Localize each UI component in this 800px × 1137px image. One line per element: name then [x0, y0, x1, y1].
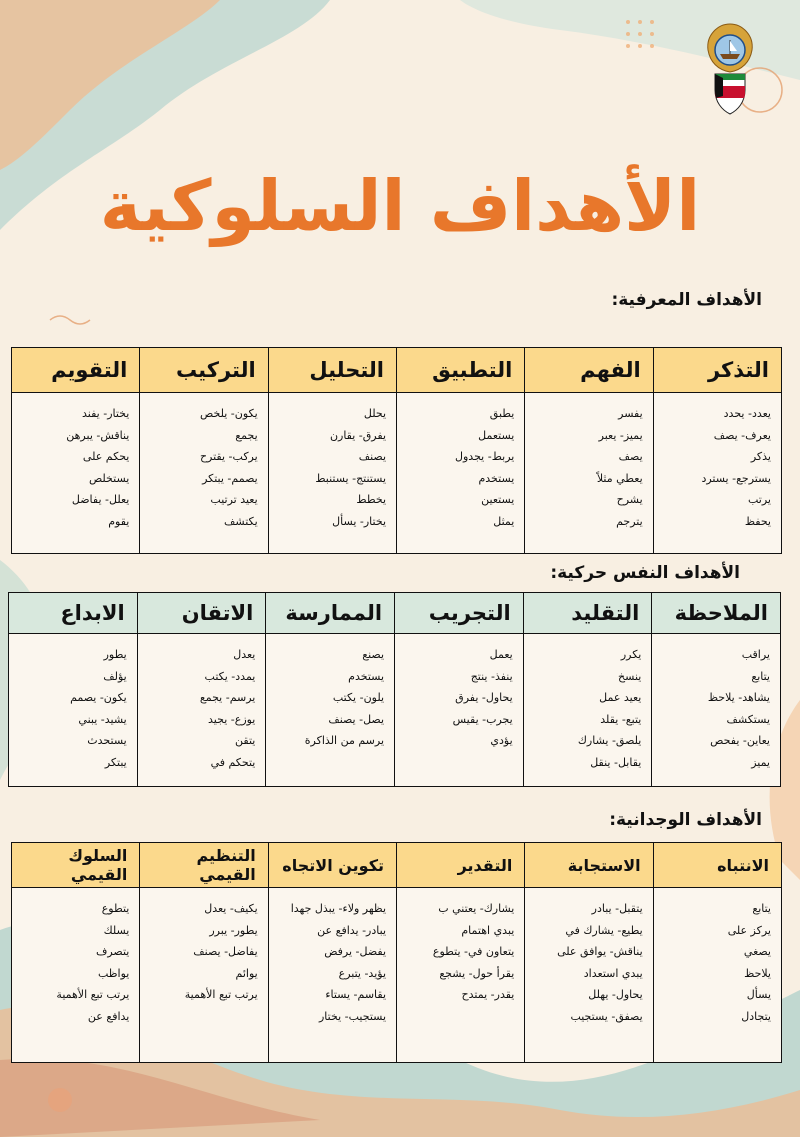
verb-item: يركز على	[727, 923, 771, 937]
verb-item: يكيف- يعدل	[204, 902, 258, 915]
verb-item: يقرأ حول- يشجع	[439, 966, 515, 980]
column-header: الابداع	[9, 593, 138, 634]
verb-item: يتحكم في	[210, 755, 256, 769]
verb-item: يفسر	[618, 407, 643, 420]
verb-item: يسلك	[103, 923, 130, 937]
verb-item: يفرق- يقارن	[329, 428, 387, 442]
cognitive-objectives-table	[11, 347, 782, 554]
verb-item: يفضل- يرفض	[324, 945, 387, 958]
verb-item: يحاول- يهلل	[588, 988, 643, 1001]
verb-item: يشرح	[616, 493, 643, 506]
verb-item: يعمل	[489, 648, 513, 661]
column-header: التطبيق	[397, 348, 525, 393]
section-title-affective: الأهداف الوجدانية:	[609, 810, 762, 830]
column-header: الممارسة	[266, 593, 395, 634]
verb-item: يمدد- يكتب	[204, 669, 256, 683]
verb-item: يستخدم	[478, 471, 515, 485]
verb-item: يطيع- يشارك في	[565, 923, 643, 937]
column-header: التركيب	[140, 348, 268, 393]
verb-item: يصنع	[362, 648, 385, 661]
verb-item: يناقش- يوافق على	[557, 945, 643, 958]
verb-item: يحفظ	[744, 514, 771, 528]
verb-item: يعطي مثلاً	[596, 471, 643, 485]
verb-item: يطور	[103, 648, 127, 661]
verb-item: يصغي	[743, 945, 771, 958]
verb-item: يرسم- يجمع	[199, 691, 256, 704]
verb-item: يطبق	[489, 407, 515, 420]
verb-cell	[9, 634, 138, 787]
verb-item: يصنف	[358, 450, 387, 463]
verb-item: يخطط	[356, 493, 387, 506]
verb-item: يكون- يصمم	[70, 691, 127, 704]
verb-item: يتطوع	[101, 902, 130, 915]
verb-item: يبتكر	[104, 755, 127, 769]
verb-item: يدافع عن	[87, 1009, 130, 1023]
verb-item: يصف	[618, 450, 643, 463]
verb-item: يؤدي	[490, 734, 513, 747]
verb-item: يظهر ولاء- يبذل جهدا	[290, 902, 387, 915]
verb-item: يستعين	[481, 493, 515, 506]
column-header: التجريب	[395, 593, 524, 634]
section-title-cognitive: الأهداف المعرفية:	[611, 290, 762, 310]
verb-item: يتقبل- يبادر	[591, 902, 643, 915]
verb-cell	[397, 393, 525, 554]
verb-item: يبدي استعداد	[583, 966, 643, 980]
verb-item: يبادر- يدافع عن	[317, 923, 387, 937]
column-header: الانتباه	[653, 843, 781, 888]
verb-item: يعدل	[233, 648, 256, 661]
verb-cell	[395, 634, 524, 787]
verb-item: ينفذ- ينتج	[470, 669, 513, 683]
verb-cell	[140, 888, 268, 1063]
verb-item: يناقش- يبرهن	[66, 428, 130, 442]
verb-item: يستجيب- يختار	[318, 1009, 387, 1023]
verb-item: يعرف- يصف	[713, 428, 771, 442]
verb-item: يميز	[751, 755, 770, 769]
verb-item: يرسم من الذاكرة	[304, 734, 385, 747]
verb-cell	[525, 888, 653, 1063]
psychomotor-objectives-table	[8, 592, 781, 787]
verb-item: يشيد- يبني	[78, 712, 127, 726]
verb-cell	[12, 393, 140, 554]
verb-cell	[140, 393, 268, 554]
verb-item: يمثل	[493, 514, 515, 528]
column-header: الفهم	[525, 348, 653, 393]
verb-item: يقدر- يمتدح	[461, 988, 515, 1001]
verb-item: يشاهد- يلاحظ	[707, 691, 770, 704]
section-title-psychomotor: الأهداف النفس حركية:	[550, 563, 740, 583]
verb-item: يجمع	[235, 428, 258, 442]
verb-item: يتجادل	[741, 1009, 771, 1023]
affective-objectives-table	[11, 842, 782, 1063]
verb-cell	[653, 888, 781, 1063]
verb-item: يؤيد- يتبرع	[338, 966, 387, 980]
verb-cell	[12, 888, 140, 1063]
page-title: الأهداف السلوكية	[99, 165, 701, 247]
verb-item: يركب- يقترح	[199, 450, 258, 463]
verb-cell	[653, 393, 781, 554]
verb-cell	[268, 393, 396, 554]
verb-item: يكتشف	[224, 514, 258, 528]
verb-item: يستعمل	[478, 428, 515, 442]
column-header: الملاحظة	[652, 593, 781, 634]
verb-item: يستنتج- يستنبط	[315, 471, 387, 485]
verb-item: يرتب تبع الأهمية	[184, 988, 258, 1001]
kuwait-emblem-icon	[702, 20, 758, 120]
verb-item: يواظب	[98, 966, 130, 980]
verb-item: يلون- يكتب	[332, 691, 385, 704]
column-header: التذكر	[653, 348, 781, 393]
column-header: التنظيم القيمي	[140, 843, 268, 888]
verb-item: يترجم	[616, 514, 643, 528]
verb-item: يحكم على	[82, 450, 130, 463]
verb-item: يستخلص	[88, 471, 130, 485]
verb-item: يؤلف	[103, 669, 127, 683]
verb-cell	[266, 634, 395, 787]
verb-item: يطور- يبرر	[209, 923, 258, 937]
verb-item: يحاول- يفرق	[455, 691, 513, 704]
verb-item: يصل- يصنف	[328, 712, 385, 726]
verb-item: يرتب	[748, 493, 771, 506]
verb-cell	[397, 888, 525, 1063]
verb-item: يقابل- ينقل	[590, 755, 642, 769]
verb-cell	[137, 634, 266, 787]
verb-item: يبدي اهتمام	[461, 923, 515, 937]
verb-item: يستحدث	[87, 734, 127, 747]
verb-item: يعيد ترتيب	[210, 493, 258, 506]
verb-item: يذكر	[750, 450, 771, 463]
verb-item: يقاسم- يستاء	[325, 988, 387, 1001]
verb-item: يرتب تبع الأهمية	[56, 988, 130, 1001]
verb-item: يتبع- يقلد	[600, 712, 642, 726]
verb-cell	[268, 888, 396, 1063]
column-header: التقويم	[12, 348, 140, 393]
verb-item: يتقن	[235, 734, 256, 747]
verb-item: يوائم	[235, 966, 258, 980]
column-header: تكوين الاتجاه	[268, 843, 396, 888]
verb-item: يسترجع- يسترد	[701, 471, 771, 485]
verb-item: يعيد عمل	[599, 691, 642, 704]
column-header: الاتقان	[137, 593, 266, 634]
verb-item: يلصق- يشارك	[577, 734, 642, 747]
verb-item: يعلل- يفاضل	[71, 493, 130, 506]
verb-item: يجرب- يقيس	[452, 712, 513, 726]
verb-item: يتابع	[752, 902, 771, 915]
verb-item: يميز- يعبر	[598, 428, 643, 442]
verb-item: يقوم	[108, 514, 130, 528]
verb-item: يكون- يلخص	[200, 407, 258, 420]
column-header: الاستجابة	[525, 843, 653, 888]
verb-item: يعاين- يفحص	[710, 734, 770, 747]
verb-item: يستكشف	[726, 712, 770, 726]
verb-item: يتصرف	[95, 945, 130, 958]
verb-item: يحلل	[363, 407, 387, 420]
verb-item: يستخدم	[348, 669, 385, 683]
verb-item: يراقب	[741, 648, 770, 661]
verb-item: ينسخ	[618, 669, 642, 683]
verb-item: يصمم- يبتكر	[202, 471, 258, 485]
column-header: السلوك القيمي	[12, 843, 140, 888]
verb-item: يوزع- يجيد	[208, 712, 256, 726]
verb-item: يشارك- يعتني ب	[438, 902, 515, 915]
verb-item: يختار- يفند	[82, 407, 130, 420]
verb-item: يفاضل- يصنف	[193, 945, 258, 958]
verb-item: يلاحظ	[744, 966, 771, 980]
verb-cell	[523, 634, 652, 787]
column-header: التقدير	[397, 843, 525, 888]
verb-item: يتعاون في- يتطوع	[432, 945, 515, 958]
verb-cell	[525, 393, 653, 554]
verb-item: يتابع	[751, 669, 770, 683]
verb-item: يصفق- يستجيب	[570, 1009, 643, 1023]
verb-item: يختار- يسأل	[332, 514, 387, 528]
verb-cell	[652, 634, 781, 787]
verb-item: يسأل	[746, 988, 771, 1001]
verb-item: يكرر	[620, 648, 642, 661]
column-header: التقليد	[523, 593, 652, 634]
verb-item: يربط- يجدول	[455, 450, 515, 463]
verb-item: يعدد- يحدد	[723, 407, 771, 420]
column-header: التحليل	[268, 348, 396, 393]
